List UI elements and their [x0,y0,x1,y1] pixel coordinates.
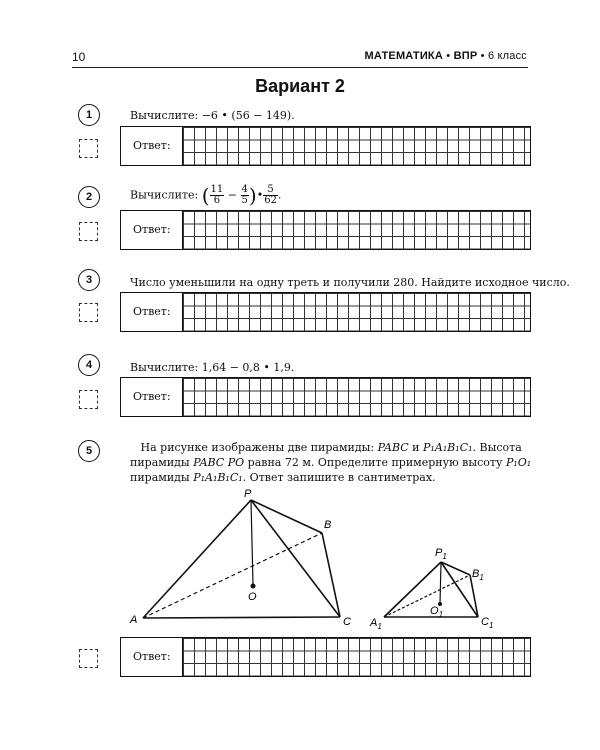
period: . [277,188,282,202]
mult-sign: • [256,188,264,202]
variant-title: Вариант 2 [255,76,345,96]
answer-label: Ответ: [133,650,171,663]
frac1-num: 11 [210,184,224,195]
task-number-5: 5 [78,440,100,462]
task-5-text: На рисунке изображены две пирамиды: PABC и P₁A₁B₁C₁. Высота пирамиды PABC PO равна 72 м. Определите примерную высоту P₁O₁ пирамиды P₁A₁B₁C₁. Ответ запишите в сантиметрах. [130,441,532,484]
frac3-num: 5 [263,185,278,196]
label-B: B [324,519,332,531]
task-number-2: 2 [78,186,100,208]
answer-box-5[interactable] [120,637,531,677]
label-C: C [343,616,351,628]
subject: МАТЕМАТИКА [364,50,443,62]
label-P: P [244,488,252,500]
page-number: 10 [72,50,86,64]
big-pyramid [143,500,340,618]
frac2-num: 4 [241,184,248,195]
answer-label: Ответ: [133,139,171,152]
answer-grid[interactable] [182,638,530,676]
task-3-text: Число уменьшили на одну треть и получили 280. Найдите исходное число. [130,276,570,289]
task-number-1: 1 [78,104,100,126]
answer-label: Ответ: [133,223,171,236]
task-1-text: Вычислите: −6 • (56 − 149). [130,109,295,122]
label-A: A [130,614,138,626]
frac1-den: 6 [213,195,221,206]
big-base-point [251,584,256,589]
task-number-3: 3 [78,269,100,291]
label-O1: $O_1$ [430,605,444,619]
answer-label: Ответ: [133,305,171,318]
task-2-text: Вычислите: ( $\frac{11}{6}$ − $\frac{4}{5}$ )• $\frac{5}{62}$ . [130,183,282,208]
check-box-5[interactable] [79,649,98,668]
running-header: МАТЕМАТИКА • ВПР • 6 класс [364,50,527,62]
label-O: O [248,591,257,603]
small-base-point [438,602,442,606]
task-2-prefix: Вычислите: [130,188,199,202]
label-B1: $B_1$ [472,568,484,582]
task-number-4: 4 [78,354,100,376]
exam-name: ВПР [453,50,478,62]
label-P1: $P_1$ [435,547,447,561]
minus-sign: − [227,188,237,202]
label-C1: $C_1$ [481,616,494,630]
answer-label: Ответ: [133,390,171,403]
label-A1: $A_1$ [370,617,382,631]
grade: 6 класс [487,50,527,62]
task-4-text: Вычислите: 1,64 − 0,8 • 1,9. [130,361,295,374]
frac2-den: 5 [241,195,248,206]
frac3-den: 62 [264,195,277,206]
